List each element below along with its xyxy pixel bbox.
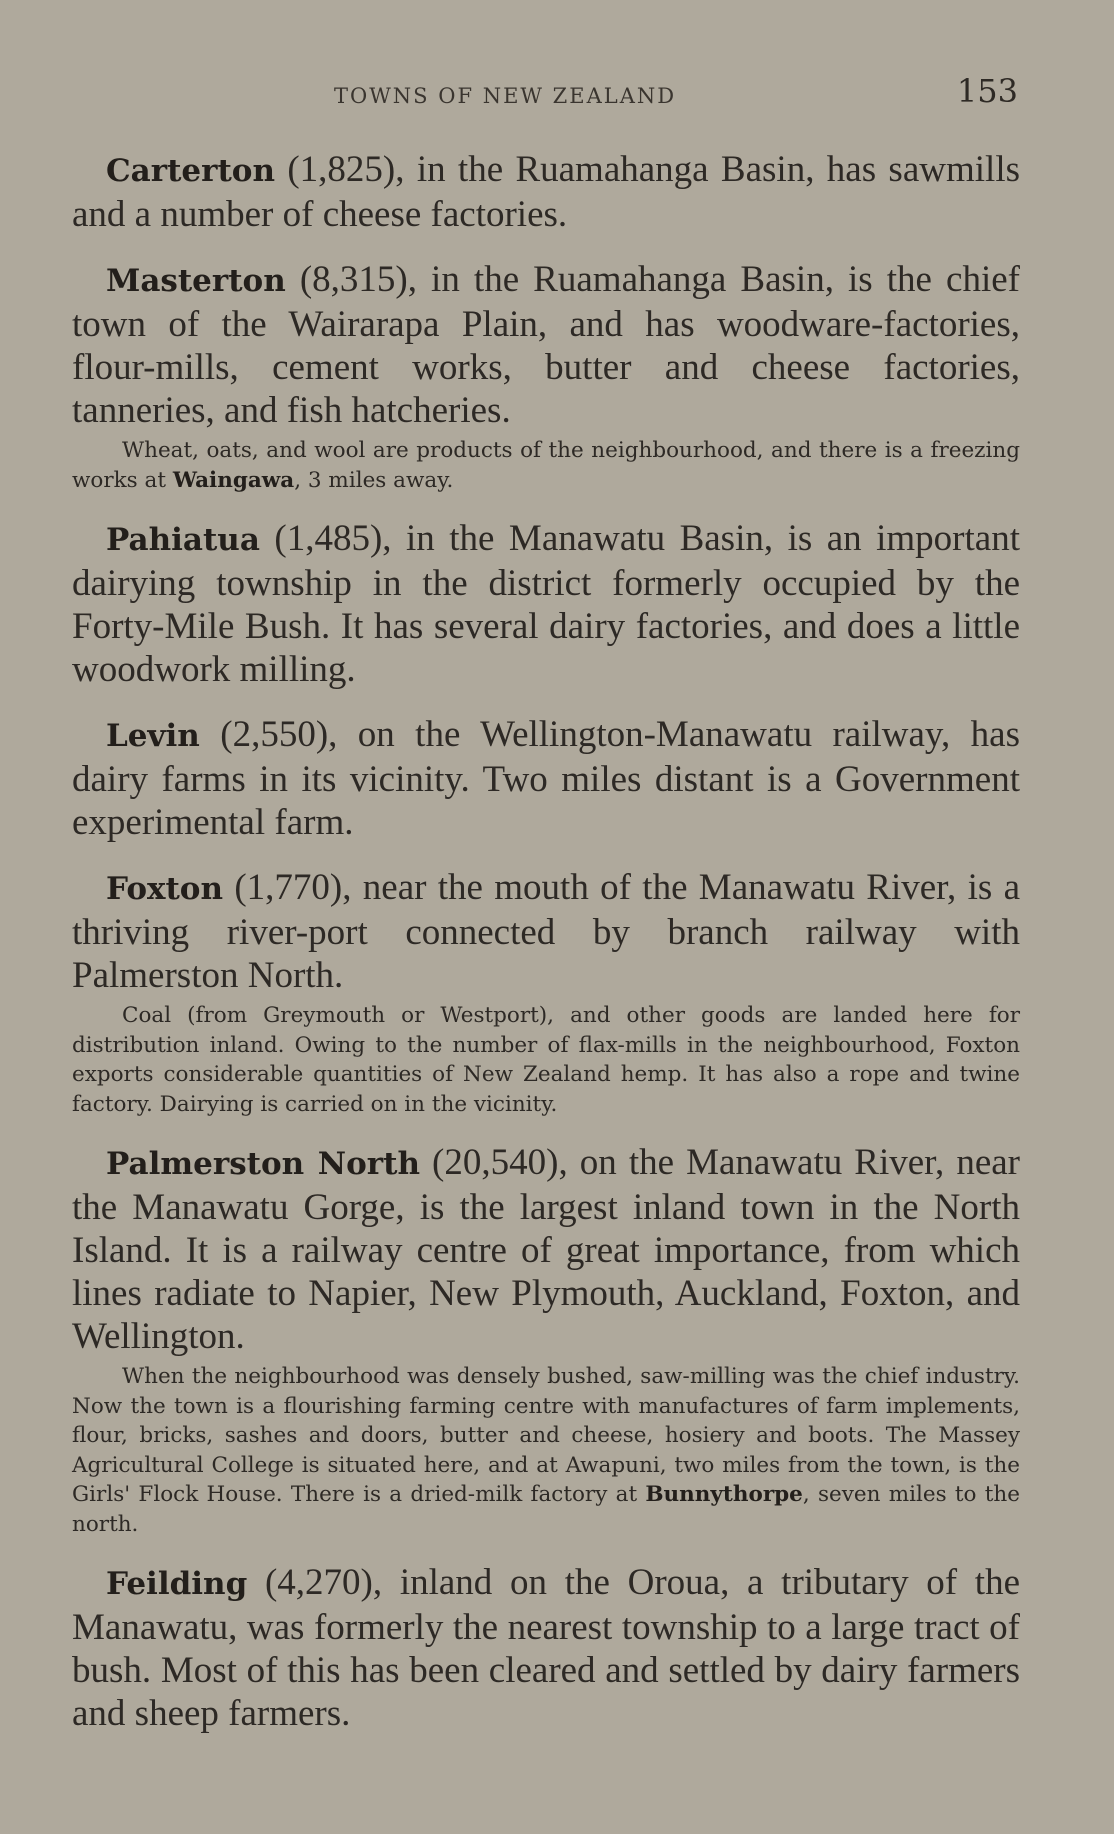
town-name: Levin (106, 718, 200, 754)
note-text: Wheat, oats, and wool are products of the neighbourhood, and there is a freezing works at (72, 438, 1020, 493)
entry-text: (2,550), on the Wellington-Manawatu railway, has dairy farms in its vicinity. Two miles distant is a Government experimental farm. (72, 714, 1020, 843)
entry-paragraph (72, 866, 1020, 997)
town-name: Masterton (106, 263, 286, 299)
entry-pahiatua (72, 517, 1020, 691)
entry-text: (1,825), in the Ruamahanga Basin, has sawmills and a number of cheese factories. (72, 149, 1020, 235)
entry-paragraph (72, 1141, 1020, 1358)
entry-text: (1,770), near the mouth of the Manawatu River, is a thriving river-port connected by branch railway with Palmerston North. (72, 867, 1020, 996)
entry-text: (4,270), inland on the Oroua, a tributary of the Manawatu, was formerly the nearest township to a large tract of bush. Most of this has been cleared and settled by dairy farmers and sheep farmers. (72, 1562, 1020, 1734)
town-name: Feilding (106, 1566, 248, 1602)
entry-note (72, 1362, 1020, 1539)
place-name: Waingawa (172, 467, 295, 493)
entry-levin (72, 713, 1020, 844)
entry-text: (1,485), in the Manawatu Basin, is an important dairying township in the district formerly occupied by the Forty-Mile Bush. It has several dairy factories, and does a little woodwork milling. (72, 518, 1020, 690)
town-name: Foxton (106, 871, 224, 907)
entry-text: (8,315), in the Ruamahanga Basin, is the chief town of the Wairarapa Plain, and has woodware-factories, flour-mills, cement works, butter and cheese factories, tanneries, and fish hatcheries. (72, 259, 1020, 431)
entry-note: Coal (from Greymouth or Westport), and other goods are landed here for distribution inland. Owing to the number of flax-mills in the neighbourhood, Foxton exports considerable quantities of New Zealand hemp. It has also a rope and twine factory. Dairying is carried on in the vicinity. (72, 1003, 1020, 1117)
entry-paragraph (72, 1561, 1020, 1735)
town-name: Pahiatua (106, 522, 260, 558)
town-name: Palmerston North (106, 1146, 420, 1182)
note-text: , seven miles to the north. (72, 1482, 1020, 1537)
page-body (72, 148, 1020, 1735)
entry-paragraph (72, 148, 1020, 236)
page-number: 153 (956, 72, 1018, 110)
entry-paragraph (72, 713, 1020, 844)
entry-feilding (72, 1561, 1020, 1735)
entry-masterton (72, 258, 1020, 495)
page-header (72, 72, 1020, 122)
entry-note (72, 436, 1020, 495)
entry-foxton (72, 866, 1020, 1119)
note-text: , 3 miles away. (294, 467, 454, 493)
entry-palmerston-north (72, 1141, 1020, 1539)
entry-paragraph (72, 258, 1020, 432)
running-head: TOWNS OF NEW ZEALAND (334, 84, 677, 108)
place-name: Bunnythorpe (645, 1482, 803, 1507)
entry-paragraph (72, 517, 1020, 691)
entry-text: (20,540), on the Manawatu River, near the Manawatu Gorge, is the largest inland town in the North Island. It is a railway centre of great importance, from which lines radiate to Napier, New Plymouth, Auckland, Foxton, and Wellington. (72, 1142, 1020, 1357)
entry-carterton (72, 148, 1020, 236)
town-name: Carterton (106, 153, 276, 189)
note-text: When the neighbourhood was densely bushed, saw-milling was the chief industry. Now the town is a flourishing farming centre with manufactures of farm implements, flour, bricks, sashes and doors, butter and cheese, hosiery and boots. The Massey Agricultural College is situated here, and at Awapuni, two miles from the town, is the Girls' Flock House. There is a dried-milk factory at (72, 1364, 1020, 1507)
